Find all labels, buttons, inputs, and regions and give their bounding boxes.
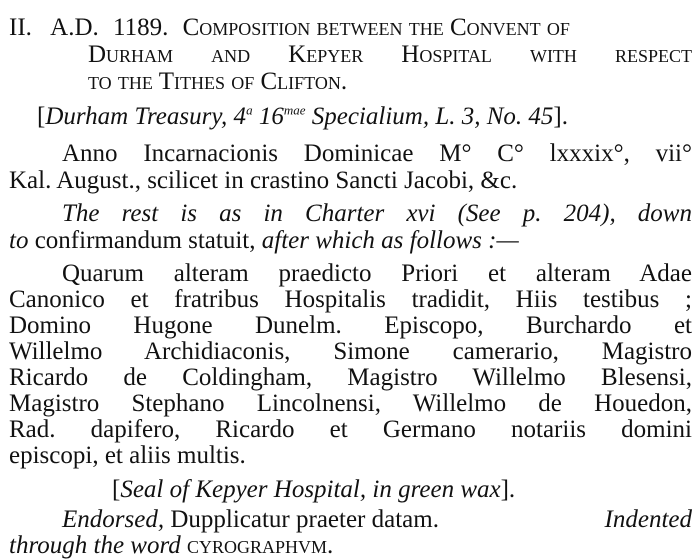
endorse-line-1 bbox=[62, 506, 692, 533]
para3-line-4: Willelmo Archidiaconis, Simone camerario, Magistro bbox=[9, 338, 692, 365]
para3-line-6: Magistro Stephano Lincolnensi, Willelmo de Houedon, bbox=[9, 390, 692, 417]
para3-line-2: Canonico et fratribus Hospitalis tradidit, Hiis testibus ; bbox=[9, 286, 692, 313]
bracket-open: [ bbox=[37, 103, 46, 130]
para1-line-2: Kal. August., scilicet in crastino Sancti Jacobi, &c. bbox=[9, 167, 518, 194]
para2-italic-follows: after which as follows :— bbox=[261, 227, 519, 254]
cyrographvm-word: cyrographvm. bbox=[187, 532, 334, 559]
heading-title-line-2: Durham and Kepyer Hospital with respect bbox=[88, 41, 692, 68]
charter-date-label: A.D. bbox=[50, 14, 99, 41]
para3-line-1: Quarum alteram praedicto Priori et alteram Adae bbox=[62, 260, 692, 287]
source-archive: Durham Treasury, 4 bbox=[45, 103, 247, 130]
bracket-close: ]. bbox=[553, 103, 568, 130]
charter-numeral: II. bbox=[9, 14, 32, 41]
para2-roman: confirmandum statuit, bbox=[28, 227, 262, 254]
through-the-word: through the word bbox=[9, 532, 188, 559]
source-reference bbox=[37, 103, 568, 130]
source-rest: Specialium, L. 3, No. 45 bbox=[305, 103, 554, 130]
heading-title-line-1: Composition between the Convent of bbox=[182, 14, 570, 41]
charter-year: 1189. bbox=[113, 14, 169, 41]
para2-line-2 bbox=[9, 227, 519, 254]
endorse-line-2 bbox=[9, 532, 333, 559]
seal-bracket-close: ]. bbox=[500, 476, 516, 503]
para3-line-5: Ricardo de Coldingham, Magistro Willelmo Blesensi, bbox=[9, 364, 692, 391]
para3-line-8: episcopi, et aliis multis. bbox=[9, 442, 246, 469]
endorsed-label: Endorsed, bbox=[62, 506, 165, 533]
seal-note bbox=[112, 476, 515, 503]
para3-line-7: Rad. dapifero, Ricardo et Germano notariis domini bbox=[9, 416, 692, 443]
seal-text: Seal of Kepyer Hospital, in green wax bbox=[120, 476, 501, 503]
source-superscript-mae: mae bbox=[283, 102, 306, 118]
source-number: 16 bbox=[252, 103, 284, 130]
para1-line-1: Anno Incarnacionis Dominicae M° C° lxxxix°, vii° bbox=[62, 140, 692, 167]
heading-title-line-3: to the Tithes of Clifton. bbox=[88, 68, 348, 95]
para2-line-1: The rest is as in Charter xvi (See p. 204), down bbox=[62, 200, 692, 227]
indented-label: Indented bbox=[604, 506, 692, 533]
source-superscript-a: a bbox=[246, 102, 253, 118]
para3-line-3: Domino Hugone Dunelm. Episcopo, Burchardo et bbox=[9, 312, 692, 339]
para2-italic-to: to bbox=[9, 227, 29, 254]
endorsed-text: Dupplicatur praeter datam. bbox=[164, 506, 439, 533]
heading-line-1 bbox=[9, 14, 570, 41]
seal-bracket-open: [ bbox=[112, 476, 121, 503]
